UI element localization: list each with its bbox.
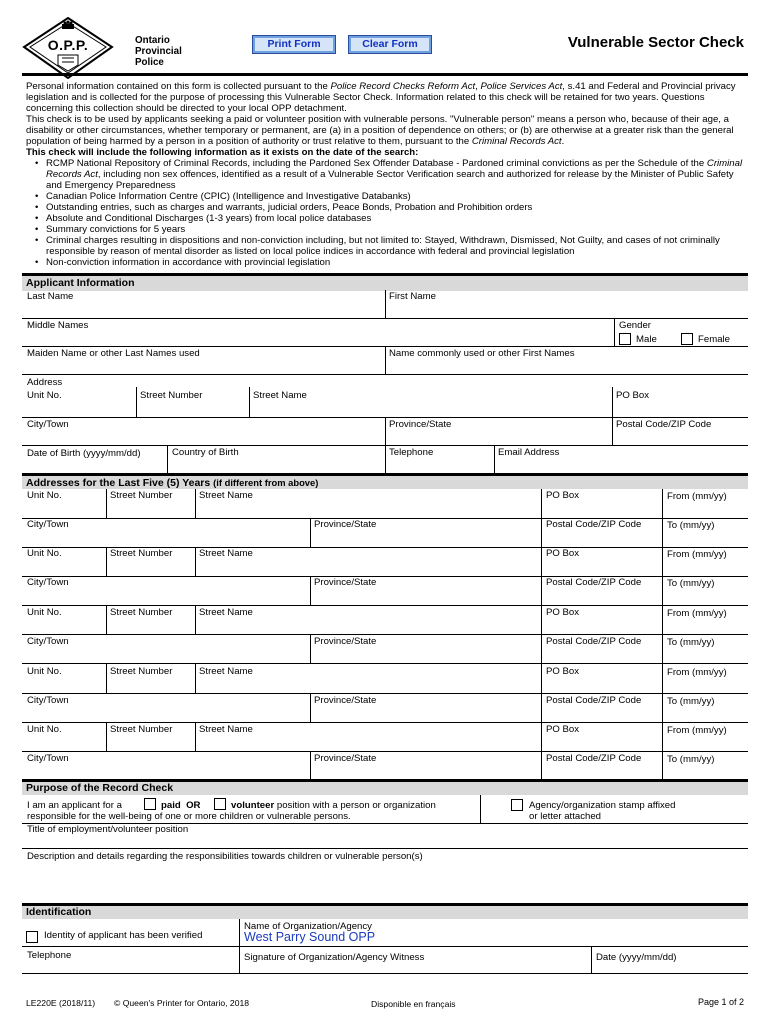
org-line-1: Ontario <box>135 35 170 46</box>
witness-signature-label: Signature of Organization/Agency Witness <box>244 952 425 963</box>
province-state-input[interactable] <box>386 430 611 444</box>
stamp-affixed-label: Agency/organization stamp affixed <box>529 800 676 811</box>
form-code: LE220E (2018/11) <box>26 998 96 1008</box>
french-availability: Disponible en français <box>371 999 456 1009</box>
po-box-label: PO Box <box>616 390 650 401</box>
first-name-label: First Name <box>389 291 436 302</box>
applicant-for-label: I am an applicant for a <box>27 800 122 811</box>
address-history-block-4: Unit No. Street Number Street Name PO Box From (mm/yy) City/Town Province/State Postal Code/ZIP Code To (mm/yy) <box>0 663 770 722</box>
witness-signature-input[interactable] <box>240 963 590 973</box>
id-telephone-input[interactable] <box>22 961 238 973</box>
addresses-section-title: Addresses for the Last Five (5) Years (if different from above) <box>22 476 748 489</box>
org-line-3: Police <box>135 57 164 68</box>
list-item: • Criminal charges resulting in dispositions and non-conviction including, but not limited to: Stayed, Withdrawn, Dismissed, Not Guilty, and cases of not criminally responsible by reason of mental disorder as listed on local police indices in accordance with federal and provincial legislation <box>35 235 748 257</box>
street-number-label: Street Number <box>140 390 203 401</box>
city-town-input[interactable] <box>22 430 384 444</box>
last-name-input[interactable] <box>22 302 384 317</box>
list-item: • Outstanding entries, such as charges and warrants, judicial orders, Peace Bonds, Probation and Prohibition orders <box>35 202 748 213</box>
province-state-label: Province/State <box>389 419 452 430</box>
list-heading: This check will include the following information as it exists on the date of the search: <box>26 147 419 158</box>
description-label: Description and details regarding the responsibilities towards children or vulnerable person(s) <box>27 851 423 862</box>
applicant-section-title: Applicant Information <box>22 276 748 291</box>
common-name-label: Name commonly used or other First Names <box>389 348 575 359</box>
paid-checkbox[interactable] <box>144 798 156 810</box>
position-title-label: Title of employment/volunteer position <box>27 824 189 835</box>
print-form-button[interactable]: Print Form <box>253 36 335 53</box>
intro-paragraph-1: Personal information contained on this form is collected pursuant to the Police Record Checks Reform Act, Police Services Act, s.41 and Federal and Provincial privacy legislation and is collected for the purpose of processing this Vulnerable Sector Check. Information related to this check will be retained for two years. Questions concerning this collection should be directed to your local OPP detachment. <box>26 81 736 114</box>
id-telephone-label: Telephone <box>27 950 72 961</box>
header-rule <box>22 73 748 76</box>
id-date-input[interactable] <box>592 963 748 973</box>
gender-male-label: Male <box>636 334 657 345</box>
street-name-label: Street Name <box>253 390 307 401</box>
middle-names-label: Middle Names <box>27 320 89 331</box>
intro-paragraph-2: This check is to be used by applicants seeking a paid or volunteer position with vulnerable persons. "Vulnerable person" means a person who, because of their age, a disability or other circumstances, whether temporary or permanent, are (a) in a position of dependence on others; or (b) are otherwise at a greater risk than the general population of being harmed by a person in a position of authority or trust relative to them, pursuant to the Criminal Records Act. <box>26 114 734 147</box>
description-input[interactable] <box>22 863 748 901</box>
maiden-name-input[interactable] <box>22 359 384 373</box>
id-date-label: Date (yyyy/mm/dd) <box>596 952 677 963</box>
identity-verified-checkbox[interactable] <box>26 931 38 943</box>
gender-female-label: Female <box>698 334 730 345</box>
org-name-value[interactable]: West Parry Sound OPP <box>244 930 376 944</box>
logo-text: O.P.P. <box>47 37 89 53</box>
list-item: • Summary convictions for 5 years <box>35 224 748 235</box>
middle-names-input[interactable] <box>22 331 612 345</box>
identification-section-title: Identification <box>22 906 748 919</box>
intro-text <box>26 81 748 268</box>
telephone-input[interactable] <box>386 460 493 472</box>
check-contents-list <box>26 158 748 268</box>
common-name-input[interactable] <box>386 359 748 373</box>
volunteer-label: volunteer position with a person or organization <box>231 800 436 811</box>
address-history-block-1: Unit No. Street Number Street Name PO Box From (mm/yy) City/Town Province/State Postal Code/ZIP Code To (mm/yy) <box>0 489 770 547</box>
page-number: Page 1 of 2 <box>697 997 744 1007</box>
unit-no-input[interactable] <box>22 401 134 416</box>
city-town-label: City/Town <box>27 419 69 430</box>
identity-verified-label: Identity of applicant has been verified <box>44 930 203 941</box>
country-of-birth-input[interactable] <box>168 460 384 472</box>
last-name-label: Last Name <box>27 291 74 302</box>
stamp-affixed-label-2: or letter attached <box>529 811 601 822</box>
paid-label: paid OR <box>161 800 201 811</box>
purpose-section-title: Purpose of the Record Check <box>22 782 748 795</box>
list-item: • Canadian Police Information Centre (CPIC) (Intelligence and Investigative Databanks) <box>35 191 748 202</box>
page-title: Vulnerable Sector Check <box>567 34 744 51</box>
position-title-input[interactable] <box>22 835 748 847</box>
telephone-label: Telephone <box>389 447 434 458</box>
copyright: © Queen's Printer for Ontario, 2018 <box>114 998 250 1008</box>
list-item: • Non-conviction information in accordance with provincial legislation <box>35 257 748 268</box>
street-number-input[interactable] <box>137 401 248 416</box>
street-name-input[interactable] <box>250 401 611 416</box>
postal-code-input[interactable] <box>613 430 748 444</box>
opp-logo <box>22 17 114 79</box>
address-history-block-5: Unit No. Street Number Street Name PO Box From (mm/yy) City/Town Province/State Postal Code/ZIP Code To (mm/yy) <box>0 722 770 779</box>
unit-no-label: Unit No. <box>27 390 62 401</box>
email-label: Email Address <box>498 447 560 458</box>
country-of-birth-label: Country of Birth <box>172 447 239 458</box>
gender-female-checkbox[interactable] <box>681 333 693 345</box>
list-item: • Absolute and Conditional Discharges (1-3 years) from local police databases <box>35 213 748 224</box>
postal-code-label: Postal Code/ZIP Code <box>616 419 712 430</box>
maiden-name-label: Maiden Name or other Last Names used <box>27 348 200 359</box>
po-box-input[interactable] <box>613 401 748 416</box>
dob-input[interactable] <box>22 460 166 472</box>
org-line-2: Provincial <box>135 46 182 57</box>
address-history-block-3: Unit No. Street Number Street Name PO Box From (mm/yy) City/Town Province/State Postal Code/ZIP Code To (mm/yy) <box>0 605 770 663</box>
first-name-input[interactable] <box>386 302 748 317</box>
gender-male-checkbox[interactable] <box>619 333 631 345</box>
gender-label: Gender <box>619 320 651 331</box>
list-item: • RCMP National Repository of Criminal Records, including the Pardoned Sex Offender Database - Pardoned criminal convictions as per the Schedule of the Criminal Records Act, including non sex offences, identified as a result of a Vulnerable Sector Verification search and authorized for release by the Minister of Public Safety and Emergency Preparedness <box>35 158 748 191</box>
volunteer-checkbox[interactable] <box>214 798 226 810</box>
responsible-text: responsible for the well-being of one or more children or vulnerable persons. <box>27 811 351 822</box>
org-name-label: Name of Organization/Agency <box>244 921 372 932</box>
address-label: Address <box>27 377 63 388</box>
dob-label: Date of Birth (yyyy/mm/dd) <box>27 448 141 459</box>
email-input[interactable] <box>495 460 748 472</box>
stamp-affixed-checkbox[interactable] <box>511 799 523 811</box>
clear-form-button[interactable]: Clear Form <box>349 36 431 53</box>
address-history-block-2: Unit No. Street Number Street Name PO Box From (mm/yy) City/Town Province/State Postal Code/ZIP Code To (mm/yy) <box>0 547 770 605</box>
